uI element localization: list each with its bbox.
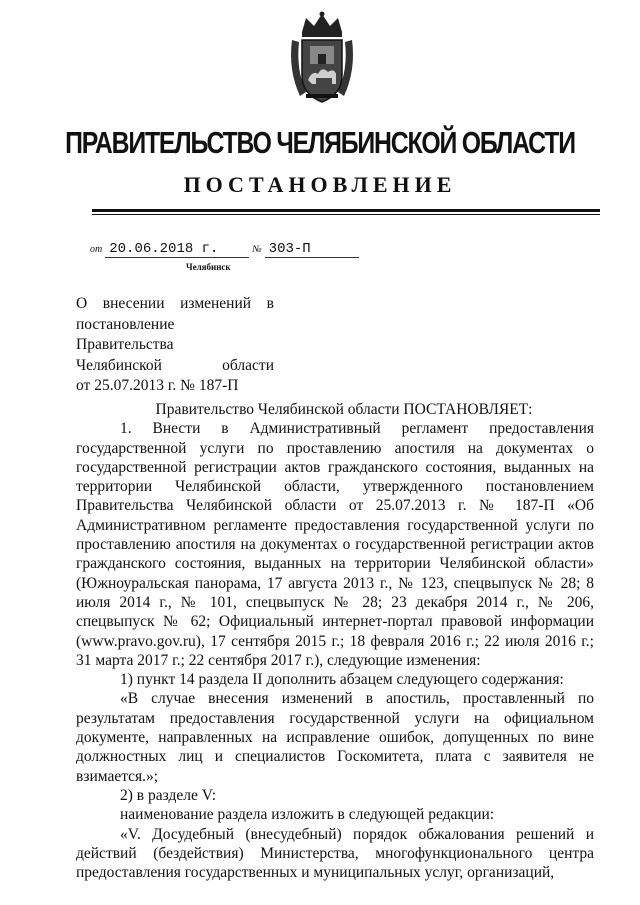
paragraph-2: 1) пункт 14 раздела II дополнить абзацем следующего содержания: [120,671,564,689]
paragraph-3: «В случае внесения изменений в апостиль, проставленный по результатам предоставления государственной услуги на официальном документе, направленных на исправление ошибок, допущенных по вине должностных лиц и специалистов Госкомитета, плата с заявителя не взимается.»; [76,690,594,785]
document-type-title: ПОСТАНОВЛЕНИЕ [183,172,457,197]
subject-line: О внесении изменений в [76,295,274,312]
number-label: № [252,244,262,255]
city-label: Челябинск [186,262,231,272]
document-meta-line [90,241,359,261]
paragraph-1: 1. Внести в Административный регламент предоставления государственной услуги по проставлению апостиля на документах о государственной регистрации актов гражданского состояния, выданных на территории Челябинской области, утвержденного постановлением Правительства Челябинской области от 25.07.2013 г. № 187-П «Об Административном регламенте предоставления государственной услуги по проставлению апостиля на документах о государственной регистрации актов гражданского состояния, выданных на территории Челябинской области» (Южноуральская панорама, 17 августа 2013 г., № 123, спецвыпуск № 28; 8 июля 2014 г., № 101, спецвыпуск № 28; 23 декабря 2014 г., № 206, спецвыпуск № 62; Официальный интернет-портал правовой информации (www.pravo.gov.ru), 17 сентября 2015 г.; 18 февраля 2016 г.; 22 июля 2016 г.; 31 марта 2017 г.; 22 сентября 2017 г.), следующие изменения: [76,420,594,669]
subject-line: Челябинской области [76,356,274,374]
date-label: от [90,244,103,255]
document-subject [76,294,274,397]
paragraph-6: «V. Досудебный (внесудебный) порядок обжалования решений и действий (бездействия) Министерства, многофункционального центра предоставления государственных и муниципальных услуг, организаций, [76,825,594,882]
subject-line: постановление Правительства [76,315,175,353]
header-rule-thick [92,209,600,212]
subject-line: от 25.07.2013 г. № 187-П [76,377,239,394]
paragraph-4: 2) в разделе V: [120,786,217,804]
government-title: ПРАВИТЕЛЬСТВО ЧЕЛЯБИНСКОЙ ОБЛАСТИ [65,125,575,160]
paragraph-5: наименование раздела изложить в следующей редакции: [120,806,495,824]
document-body [76,400,594,882]
preamble: Правительство Челябинской области ПОСТАНОВЛЯЕТ: [155,401,533,418]
chelyabinsk-coat-of-arms-icon [286,10,358,108]
document-number: 303-П [265,241,359,258]
document-date: 20.06.2018 г. [105,241,249,258]
header-rule-thin [92,214,600,215]
